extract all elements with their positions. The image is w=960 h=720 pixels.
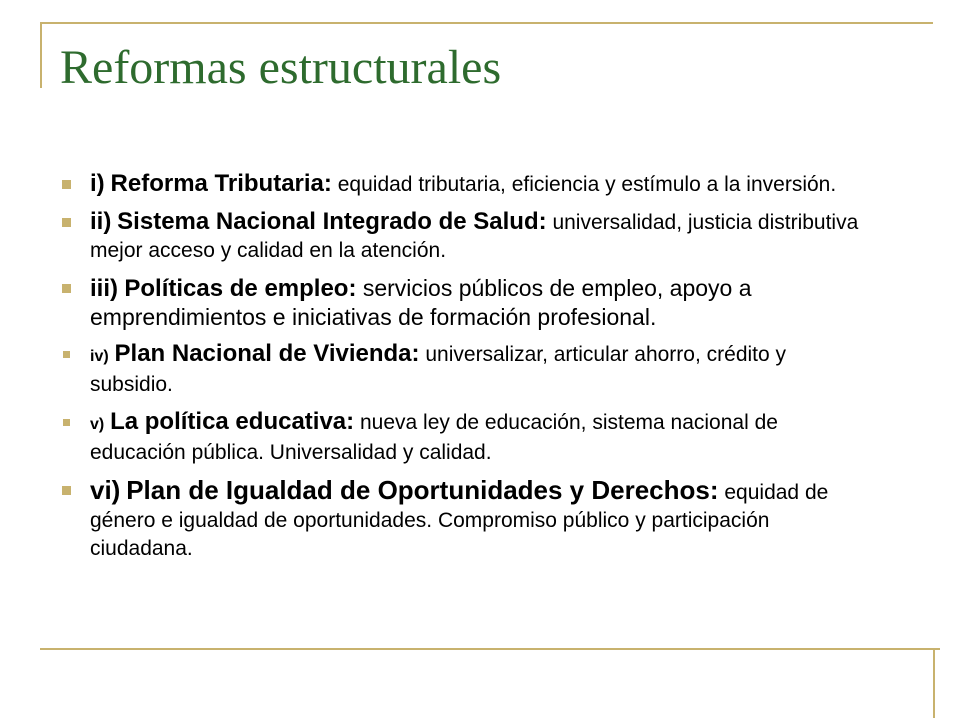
bullet-prefix: ii) [90, 208, 112, 235]
bullet-prefix: vi) [90, 475, 121, 505]
square-bullet-icon [62, 218, 71, 227]
square-bullet-icon [62, 180, 71, 189]
square-bullet-icon [62, 284, 71, 293]
frame-left-line [40, 22, 42, 88]
bullet-label: Plan de Igualdad de Oportunidades y Derechos: [126, 475, 719, 505]
square-bullet-icon [62, 486, 71, 495]
bullet-text: nueva ley de educación, sistema nacional de educación pública. Universalidad y calidad. [90, 411, 778, 464]
slide-title: Reformas estructurales [60, 41, 502, 94]
frame-bottom-line [40, 648, 940, 650]
bullet-label: Sistema Nacional Integrado de Salud: [117, 208, 547, 235]
bullet-text: servicios públicos de empleo, apoyo a emprendimientos e iniciativas de formación profesional. [90, 275, 752, 330]
bullet-prefix: v) [90, 416, 105, 433]
bullet-label: La política educativa: [110, 408, 355, 435]
bullet-item-plan-vivienda [62, 340, 862, 399]
bullet-prefix: iv) [90, 348, 109, 365]
bullet-item-reforma-tributaria [62, 170, 862, 199]
bullet-label: Plan Nacional de Vivienda: [114, 340, 420, 367]
square-bullet-icon [63, 351, 70, 358]
bullet-item-politica-educativa [62, 408, 862, 467]
bullet-item-politicas-empleo [62, 274, 862, 331]
bullet-text: universalizar, articular ahorro, crédito y subsidio. [90, 343, 787, 396]
bullet-text: equidad tributaria, eficiencia y estímulo a la inversión. [337, 173, 837, 196]
bullet-item-sistema-salud [62, 208, 862, 265]
bullet-text: universalidad, justicia distributiva mejor acceso y calidad en la atención. [90, 211, 859, 262]
bullet-label: Reforma Tributaria: [110, 170, 332, 197]
bullet-prefix: iii) [90, 275, 118, 302]
bullet-item-plan-igualdad [62, 476, 862, 563]
bullet-text: equidad de género e igualdad de oportunidades. Compromiso público y participación ciudadana. [90, 481, 829, 560]
bullet-list [62, 170, 862, 572]
bullet-prefix: i) [90, 170, 105, 197]
bullet-label: Políticas de empleo: [124, 275, 357, 302]
frame-top-line [40, 22, 933, 24]
square-bullet-icon [63, 419, 70, 426]
frame-right-line [933, 648, 935, 718]
